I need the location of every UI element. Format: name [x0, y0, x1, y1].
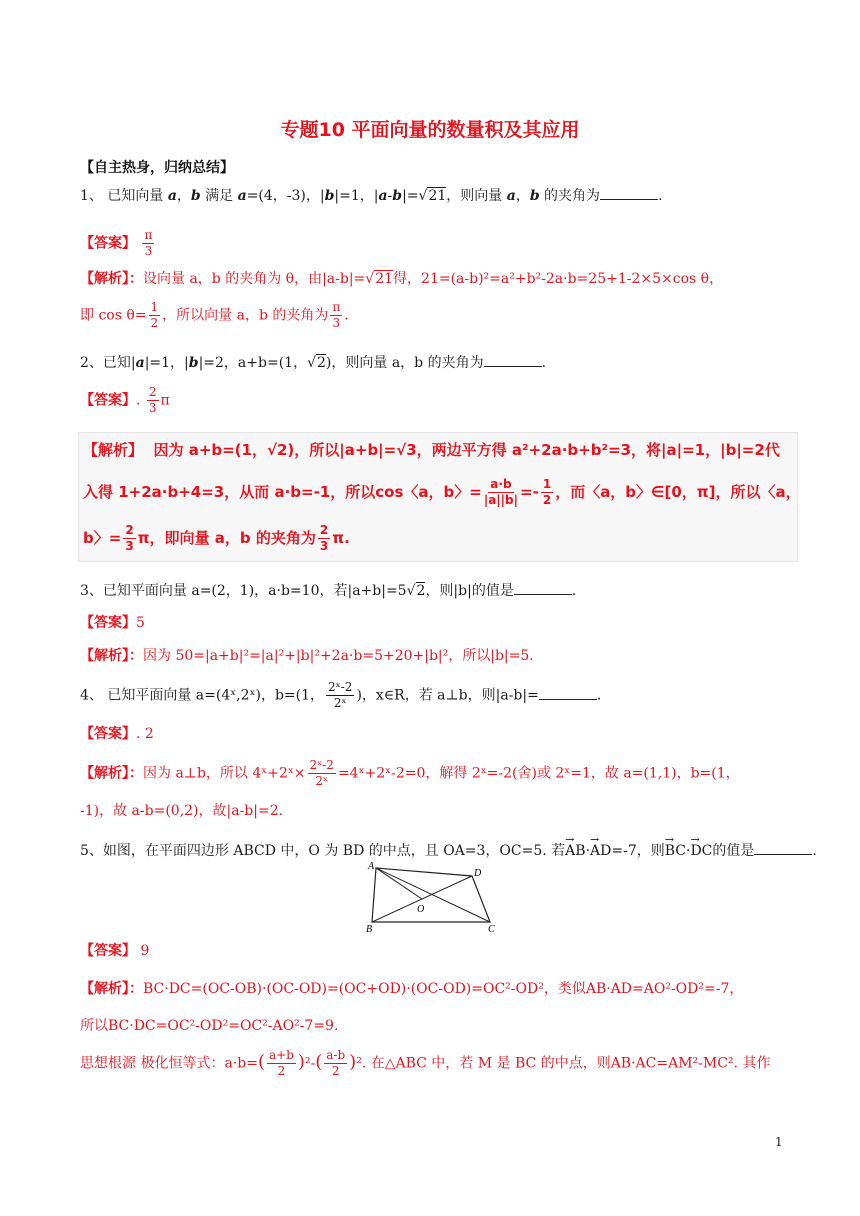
answer-pi: π	[160, 392, 170, 409]
numerator: a·b	[490, 477, 512, 491]
answer-blank	[600, 185, 658, 200]
note-a: 思想根源 极化恒等式：a·b=	[80, 1055, 258, 1072]
q5-note: 思想根源 极化恒等式：a·b=( $\frac{a+b}{2}$ )²-( $\frac{a-b}{2}$ )². 在△ABC 中，若 M 是 BC 的中点，则AB·AC=AM²-MC². 其作	[80, 1048, 771, 1078]
box-text-3c: π.	[332, 529, 350, 547]
fraction	[330, 300, 342, 331]
answer-blank	[539, 685, 597, 700]
analysis-label: 【解析】：	[80, 648, 143, 664]
q5-explanation	[80, 978, 743, 998]
q1-sep: ，	[176, 188, 191, 204]
box-line-3	[83, 523, 350, 554]
radicand: 21	[375, 271, 394, 287]
q2-mid2: |=2，a+b=(1，	[198, 355, 308, 371]
q2-end: .	[541, 355, 547, 371]
q4-exp-b: =4ˣ+2ˣ-2=0，解得 2ˣ=-2(舍)或 2ˣ=1，故 a=(1,1)，b=(1，	[337, 765, 740, 782]
box-text-3b: π，即向量 a，b 的夹角为	[137, 529, 316, 547]
fraction	[267, 1048, 296, 1079]
vec-bc: → BC	[665, 843, 686, 859]
q4-exp-c: -1)，故 a-b=(0,2)，故|a-b|=2.	[80, 803, 284, 819]
vec-a: a	[378, 188, 388, 204]
vec-a: a	[506, 188, 516, 204]
q1-minus: -	[387, 188, 393, 204]
dot: ·	[585, 843, 591, 859]
label-o: O	[417, 904, 425, 915]
page-title: 专题10 平面向量的数量积及其应用	[280, 119, 580, 141]
vec-b: b	[529, 188, 540, 204]
fraction	[484, 477, 518, 508]
question-4	[80, 680, 601, 711]
fraction	[308, 758, 336, 789]
q1-radicand: 21	[428, 188, 447, 204]
q2-answer	[80, 385, 170, 416]
fraction	[324, 1048, 347, 1079]
q5-exp-1: BC·DC=(OC-OB)·(OC-OD)=(OC+OD)·(OC-OD)=OC²-OD²，类似AB·AD=AO²-OD²=-7，	[143, 981, 744, 997]
q1-exp-a: 设向量 a，b 的夹角为 θ，由|a-b|=	[143, 271, 366, 287]
q3-answer	[80, 612, 145, 632]
q1-post: ，则向量	[446, 188, 507, 204]
sqrt-symbol: √21	[418, 188, 447, 204]
numerator: 1	[542, 477, 552, 491]
q5-text-a: 5、如图，在平面四边形 ABCD 中，O 为 BD 的中点，且 OA=3，OC=5. 若	[80, 843, 566, 859]
numerator: 2ˣ-2	[309, 758, 334, 772]
vec-dc: → DC	[690, 843, 712, 859]
answer-label: 【答案】	[80, 943, 136, 959]
q1-exp-end: .	[344, 307, 349, 324]
fraction	[149, 300, 161, 331]
numerator: a+b	[268, 1048, 294, 1062]
label-d: D	[474, 868, 482, 879]
denominator: 2ˣ	[315, 774, 329, 788]
analysis-label: 【解析】：	[80, 765, 143, 782]
q1-eq: =(4，-3)，|	[246, 188, 325, 204]
q5-explanation-2	[80, 1015, 338, 1035]
numerator: 2ˣ-2	[328, 680, 353, 694]
denominator: 2	[331, 1064, 340, 1078]
q4-end: .	[596, 687, 602, 704]
answer-fraction	[142, 228, 154, 259]
box-text-2a: 入得 1+2a·b+4=3，从而 a·b=-1，所以cos〈a，b〉=	[83, 483, 482, 501]
vec-ab: → AB	[565, 843, 585, 859]
numerator: 1	[150, 300, 159, 314]
q4-explanation-2	[80, 800, 283, 820]
q1-text: 1、 已知向量	[80, 188, 168, 204]
fraction	[123, 523, 135, 554]
q4-pre: 4、 已知平面向量 a=(4ˣ,2ˣ)，b=(1，	[80, 687, 325, 704]
question-1	[80, 185, 663, 205]
q1-exp-c: 即 cos θ=	[80, 307, 147, 324]
q3-post: ，则|b|的值是	[425, 583, 514, 599]
quadrilateral-figure	[366, 860, 496, 934]
numerator: π	[144, 228, 153, 242]
q1-mid: 满足	[200, 188, 238, 204]
q1-sep: ，	[515, 188, 530, 204]
q1-exp-d: ，所以向量 a，b 的夹角为	[162, 307, 329, 324]
box-text-1: 因为 a+b=(1，√2)，所以|a+b|=√3，两边平方得 a²+2a·b+b²=3，将|a|=1，|b|=2代	[153, 441, 780, 459]
box-line-1	[83, 439, 780, 460]
q3-end: .	[571, 583, 577, 599]
q1-end: .	[658, 188, 663, 204]
denominator: 2	[277, 1064, 286, 1078]
section-heading: 【自主热身，归纳总结】	[80, 160, 234, 176]
answer-value: 5	[136, 615, 145, 631]
sqrt-symbol: √2	[406, 583, 426, 599]
vec-b: b	[392, 188, 403, 204]
q3-pre: 3、已知平面向量 a=(2，1)，a·b=10，若|a+b|=5	[80, 583, 407, 599]
diagonal-ac	[376, 868, 490, 922]
q4-exp-a: 因为 a⊥b，所以 4ˣ+2ˣ×	[143, 765, 306, 782]
answer-label: 【答案】	[80, 235, 136, 252]
answer-label: 【答案】	[80, 615, 136, 631]
denominator: 3	[148, 401, 157, 415]
numerator: π	[332, 300, 341, 314]
q5-text-b: =-7，则	[611, 843, 665, 859]
vec-b: b	[324, 188, 335, 204]
question-3	[80, 580, 576, 600]
q3-exp: 因为 50=|a+b|²=|a|²+|b|²+2a·b=5+20+|b|²，所以|b|=5.	[143, 648, 534, 664]
label-c: C	[488, 924, 495, 934]
q2-pre: 2、已知|	[80, 355, 136, 371]
answer-blank	[484, 352, 542, 367]
fraction	[318, 523, 330, 554]
vec-a: a	[167, 188, 177, 204]
answer-label: 【答案】	[80, 726, 136, 742]
q2-explanation-box	[78, 432, 801, 562]
answer-value: . 2	[136, 726, 154, 742]
denominator: 3	[332, 316, 341, 330]
answer-blank	[754, 840, 812, 855]
q5-end: .	[812, 843, 817, 859]
q2-post: )，则向量 a，b 的夹角为	[325, 355, 484, 371]
numerator: 2	[148, 385, 157, 399]
q2-mid1: |=1，|	[144, 355, 189, 371]
denominator: |a||b|	[483, 493, 519, 507]
label-a: A	[368, 861, 375, 872]
q1-explanation-2	[80, 300, 349, 331]
vec-a: a	[135, 355, 145, 371]
q1-answer	[80, 228, 156, 259]
question-2	[80, 352, 546, 372]
q1-explanation	[80, 268, 723, 288]
q1-tail: 的夹角为	[539, 188, 601, 204]
vec-a: a	[237, 188, 247, 204]
answer-value: 9	[140, 943, 150, 959]
box-text-2c: ，而〈a，b〉∈[0，π]，所以〈a，	[555, 483, 801, 501]
q1-eq2: |=1，|	[334, 188, 379, 204]
numerator: 2	[125, 523, 134, 537]
denominator: 3	[319, 539, 329, 553]
label-b: B	[366, 924, 373, 934]
note-b: ². 在△ABC 中，若 M 是 BC 的中点，则AB·AC=AM²-MC². 其作	[356, 1055, 771, 1072]
vec-b: b	[188, 355, 199, 371]
q5-text-c: 的值是	[712, 843, 755, 859]
numerator: a-b	[326, 1048, 346, 1062]
box-text-3a: b〉=	[83, 529, 122, 547]
vec-b: b	[190, 188, 201, 204]
denominator: 2	[150, 316, 159, 330]
note-mid: ²-	[304, 1055, 316, 1072]
fraction	[541, 477, 553, 508]
q1-exp-b: 得，21=(a-b)²=a²+b²-2a·b=25+1-2×5×cos θ，	[393, 271, 724, 287]
page-number: 1	[775, 1135, 783, 1149]
q3-explanation	[80, 645, 534, 665]
answer-fraction	[147, 385, 159, 416]
radicand: 2	[317, 355, 326, 371]
q1-eq3: |=	[402, 188, 419, 204]
answer-prefix: .	[136, 392, 141, 409]
fraction	[326, 680, 354, 711]
q4-post: )，x∈R，若 a⊥b，则|a-b|=	[356, 687, 539, 704]
dot: ·	[686, 843, 691, 859]
q5-exp-2: 所以BC·DC=OC²-OD²=OC²-AO²-7=9.	[80, 1018, 339, 1034]
box-text-2b: =-	[520, 483, 539, 501]
segment-ao	[376, 868, 422, 899]
q5-answer	[80, 940, 149, 960]
denominator: 3	[125, 539, 134, 553]
denominator: 2	[542, 493, 552, 507]
sqrt-symbol: √2	[307, 355, 326, 371]
answer-blank	[514, 580, 572, 595]
analysis-label: 【解析】：	[80, 981, 143, 997]
vec-ad: → AD	[590, 843, 611, 859]
q4-explanation	[80, 758, 740, 789]
denominator: 2ˣ	[333, 696, 347, 710]
sqrt-symbol: √21	[365, 271, 394, 287]
q4-answer	[80, 723, 154, 743]
answer-label: 【答案】	[80, 392, 136, 409]
box-line-2	[83, 477, 801, 508]
radicand: 2	[416, 583, 426, 599]
denominator: 3	[144, 244, 153, 258]
numerator: 2	[319, 523, 329, 537]
question-5	[80, 840, 817, 860]
analysis-label: 【解析】：	[80, 271, 143, 287]
box-label: 【解析】	[83, 441, 144, 459]
